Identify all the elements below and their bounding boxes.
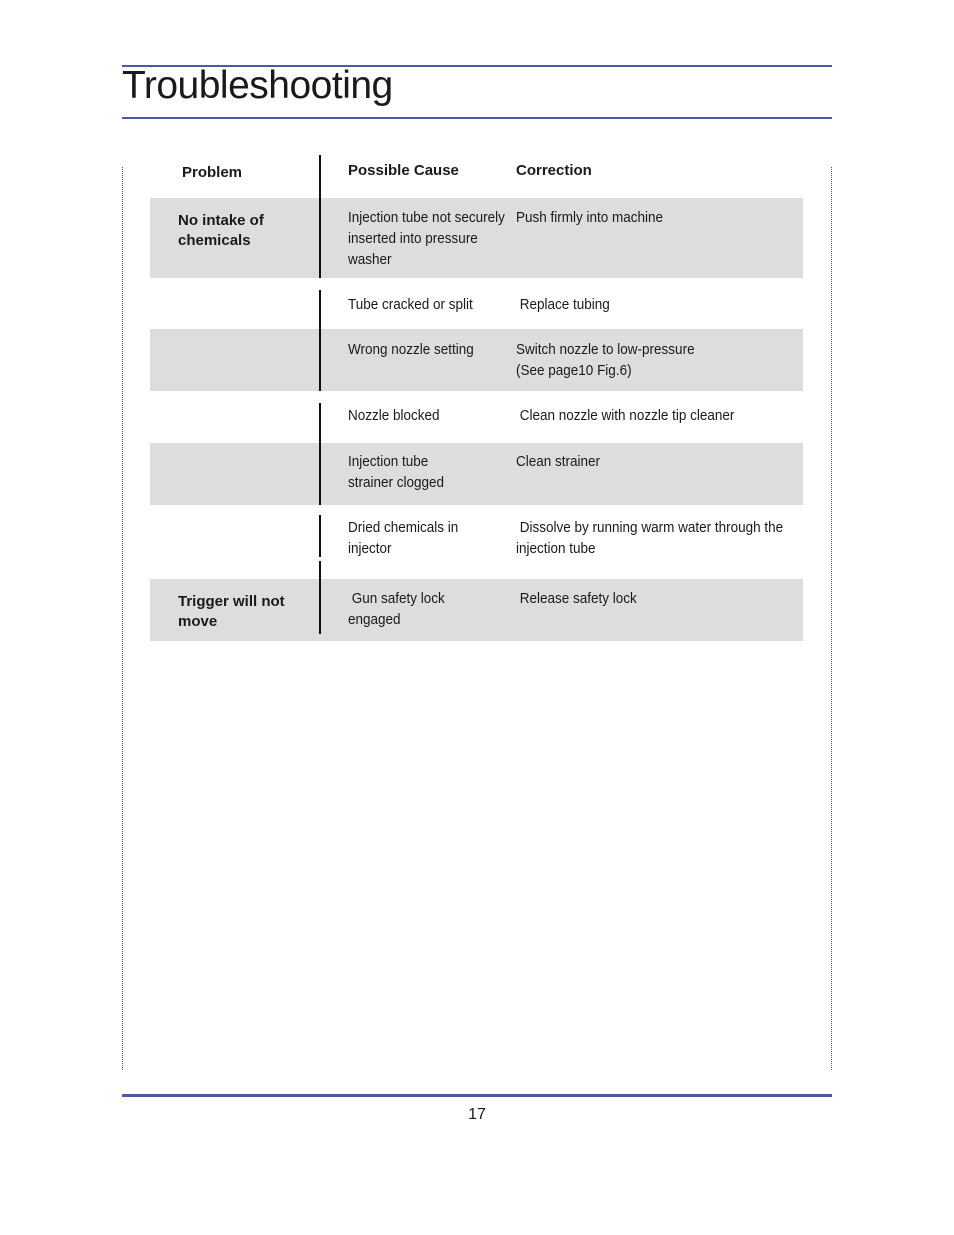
header-correction: Correction [516,162,592,179]
header-problem: Problem [182,164,243,181]
cause-cell: Wrong nozzle setting [348,341,474,358]
title-underline [122,117,832,119]
correction-cell: Release safety lock [516,590,637,607]
header-possible-cause: Possible Cause [348,162,459,179]
correction-cell: Clean nozzle with nozzle tip cleaner [516,407,735,424]
column-divider [319,290,321,329]
cause-cell: Nozzle blocked [348,407,440,424]
correction-cell: Switch nozzle to low-pressure (See page10 Fig.6) [516,341,695,379]
left-dotted-margin [122,167,123,1070]
column-divider [319,561,321,634]
correction-cell: Clean strainer [516,453,601,470]
cause-cell: Gun safety lock engaged [348,590,449,628]
column-divider [319,515,321,557]
right-dotted-margin [831,167,832,1070]
problem-cell: Trigger will not move [178,593,285,630]
problem-cell: No intake of chemicals [178,212,264,249]
column-divider [319,443,321,505]
page-number: 17 [468,1106,486,1123]
correction-cell: Replace tubing [516,296,610,313]
column-divider [319,329,321,391]
correction-cell: Push firmly into machine [516,209,664,226]
cause-cell: Dried chemicals in injector [348,519,459,557]
column-divider [319,403,321,443]
cause-cell: Injection tube strainer clogged [348,453,445,491]
cause-cell: Injection tube not securely inserted into pressure washer [348,209,505,268]
cause-cell: Tube cracked or split [348,296,473,313]
page-title: Troubleshooting [122,64,393,107]
correction-cell: Dissolve by running warm water through the injection tube [516,519,787,557]
column-divider [319,155,321,278]
footer-rule [122,1094,832,1097]
